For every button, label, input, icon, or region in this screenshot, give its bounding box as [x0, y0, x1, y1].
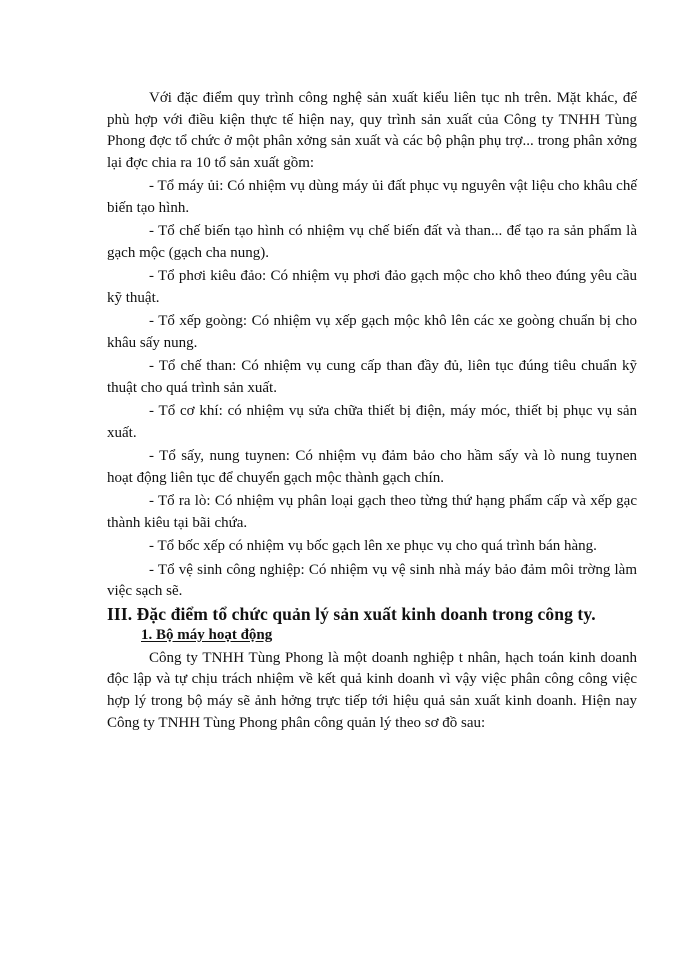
list-item: - Tổ bốc xếp có nhiệm vụ bốc gạch lên xe phục vụ cho quá trình bán hàng. — [149, 538, 597, 554]
list-item: - Tổ xếp goòng: Có nhiệm vụ xếp gạch mộc khô lên các xe goòng chuẩn bị cho khâu sấy nung. — [107, 313, 637, 351]
list-item: - Tổ vệ sinh công nghiệp: Có nhiệm vụ vệ sinh nhà máy bảo đảm môi trờng làm việc sạch sẽ. — [107, 561, 637, 599]
list-item: - Tổ máy ủi: Có nhiệm vụ dùng máy ủi đất phục vụ nguyên vật liệu cho khâu chế biến tạo hình. — [107, 178, 637, 216]
document-page — [107, 88, 637, 734]
closing-paragraph: Công ty TNHH Tùng Phong là một doanh nghiệp t nhân, hạch toán kinh doanh độc lập và tự chịu trách nhiệm về kết quả kinh doanh vì vậy việc phân công công việc hợp lý trong bộ máy sẽ ảnh hởng trực tiếp tới hiệu quả sản xuất kinh doanh. Hiện nay Công ty TNHH Tùng Phong phân công quản lý theo sơ đồ sau: — [107, 649, 637, 731]
sub-heading: 1. Bộ máy hoạt động — [141, 626, 273, 643]
intro-paragraph: Với đặc điểm quy trình công nghệ sản xuất kiểu liên tục nh trên. Mặt khác, để phù hợp với điều kiện thực tế hiện nay, quy trình sản xuất của Công ty TNHH Tùng Phong đợc tổ chức ở một phân xởng sản xuất và các bộ phận phụ trợ... trong phân xởng lại đợc chia ra 10 tổ sản xuất gồm: — [107, 90, 637, 171]
section-heading: III. Đặc điểm tổ chức quản lý sản xuất kinh doanh trong công ty. — [107, 603, 596, 624]
list-item: - Tổ chế than: Có nhiệm vụ cung cấp than đầy đủ, liên tục đúng tiêu chuẩn kỹ thuật cho quá trình sản xuất. — [107, 358, 637, 396]
list-item: - Tổ phơi kiêu đảo: Có nhiệm vụ phơi đảo gạch mộc cho khô theo đúng yêu cầu kỹ thuật. — [107, 268, 637, 306]
team-list — [107, 176, 637, 603]
list-item: - Tổ chế biến tạo hình có nhiệm vụ chế biến đất và than... để tạo ra sản phẩm là gạch mộc (gạch cha nung). — [107, 223, 637, 261]
list-item: - Tổ cơ khí: có nhiệm vụ sửa chữa thiết bị điện, máy móc, thiết bị phục vụ sản xuất. — [107, 403, 637, 441]
list-item: - Tổ ra lò: Có nhiệm vụ phân loại gạch theo từng thứ hạng phẩm cấp và xếp gạc thành kiêu tại bãi chứa. — [107, 493, 637, 531]
list-item: - Tổ sấy, nung tuynen: Có nhiệm vụ đảm bảo cho hầm sấy và lò nung tuynen hoạt động liên tục để chuyển gạch mộc thành gạch chín. — [107, 448, 637, 486]
